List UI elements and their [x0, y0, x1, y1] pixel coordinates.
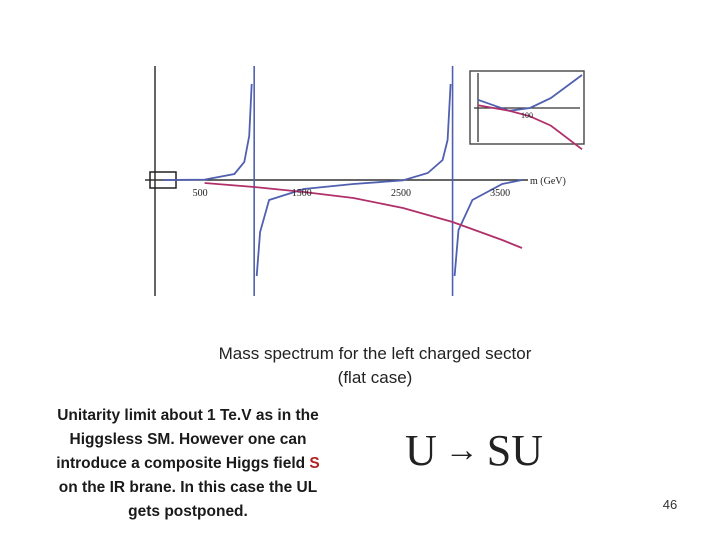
caption-line-1: Mass spectrum for the left charged sector: [218, 344, 532, 363]
series-2-segment-1: [205, 183, 522, 248]
note-line-1: Unitarity limit about 1 Te.V as in the: [57, 407, 319, 424]
figure-caption: [140, 342, 610, 390]
x-tick-label: 500: [192, 188, 208, 199]
higgs-field-symbol: S: [309, 455, 320, 472]
series-1-segment-3: [455, 180, 522, 276]
formula-left: U: [405, 426, 437, 475]
formula-arrow-icon: →: [444, 432, 479, 469]
note-line-3-text: introduce a composite Higgs field: [56, 455, 310, 472]
page-number: 46: [662, 497, 678, 512]
x-tick-label: 3500: [490, 188, 511, 199]
note-line-2: Higgsless SM. However one can: [69, 431, 307, 448]
inset-x-tick-label: 100: [521, 111, 533, 120]
series-1-segment-1: [163, 84, 252, 180]
note-line-3: [18, 452, 358, 476]
x-axis-label: m (GeV): [530, 176, 566, 187]
note-line-5: gets postponed.: [128, 503, 248, 520]
symmetry-formula: [405, 425, 543, 476]
unitarity-note: [18, 404, 358, 524]
x-tick-label: 2500: [390, 188, 411, 199]
formula-right: SU: [486, 426, 544, 475]
x-tick-label: 1500: [291, 188, 312, 199]
note-line-4: on the IR brane. In this case the UL: [58, 479, 318, 496]
caption-line-2: (flat case): [337, 368, 413, 387]
